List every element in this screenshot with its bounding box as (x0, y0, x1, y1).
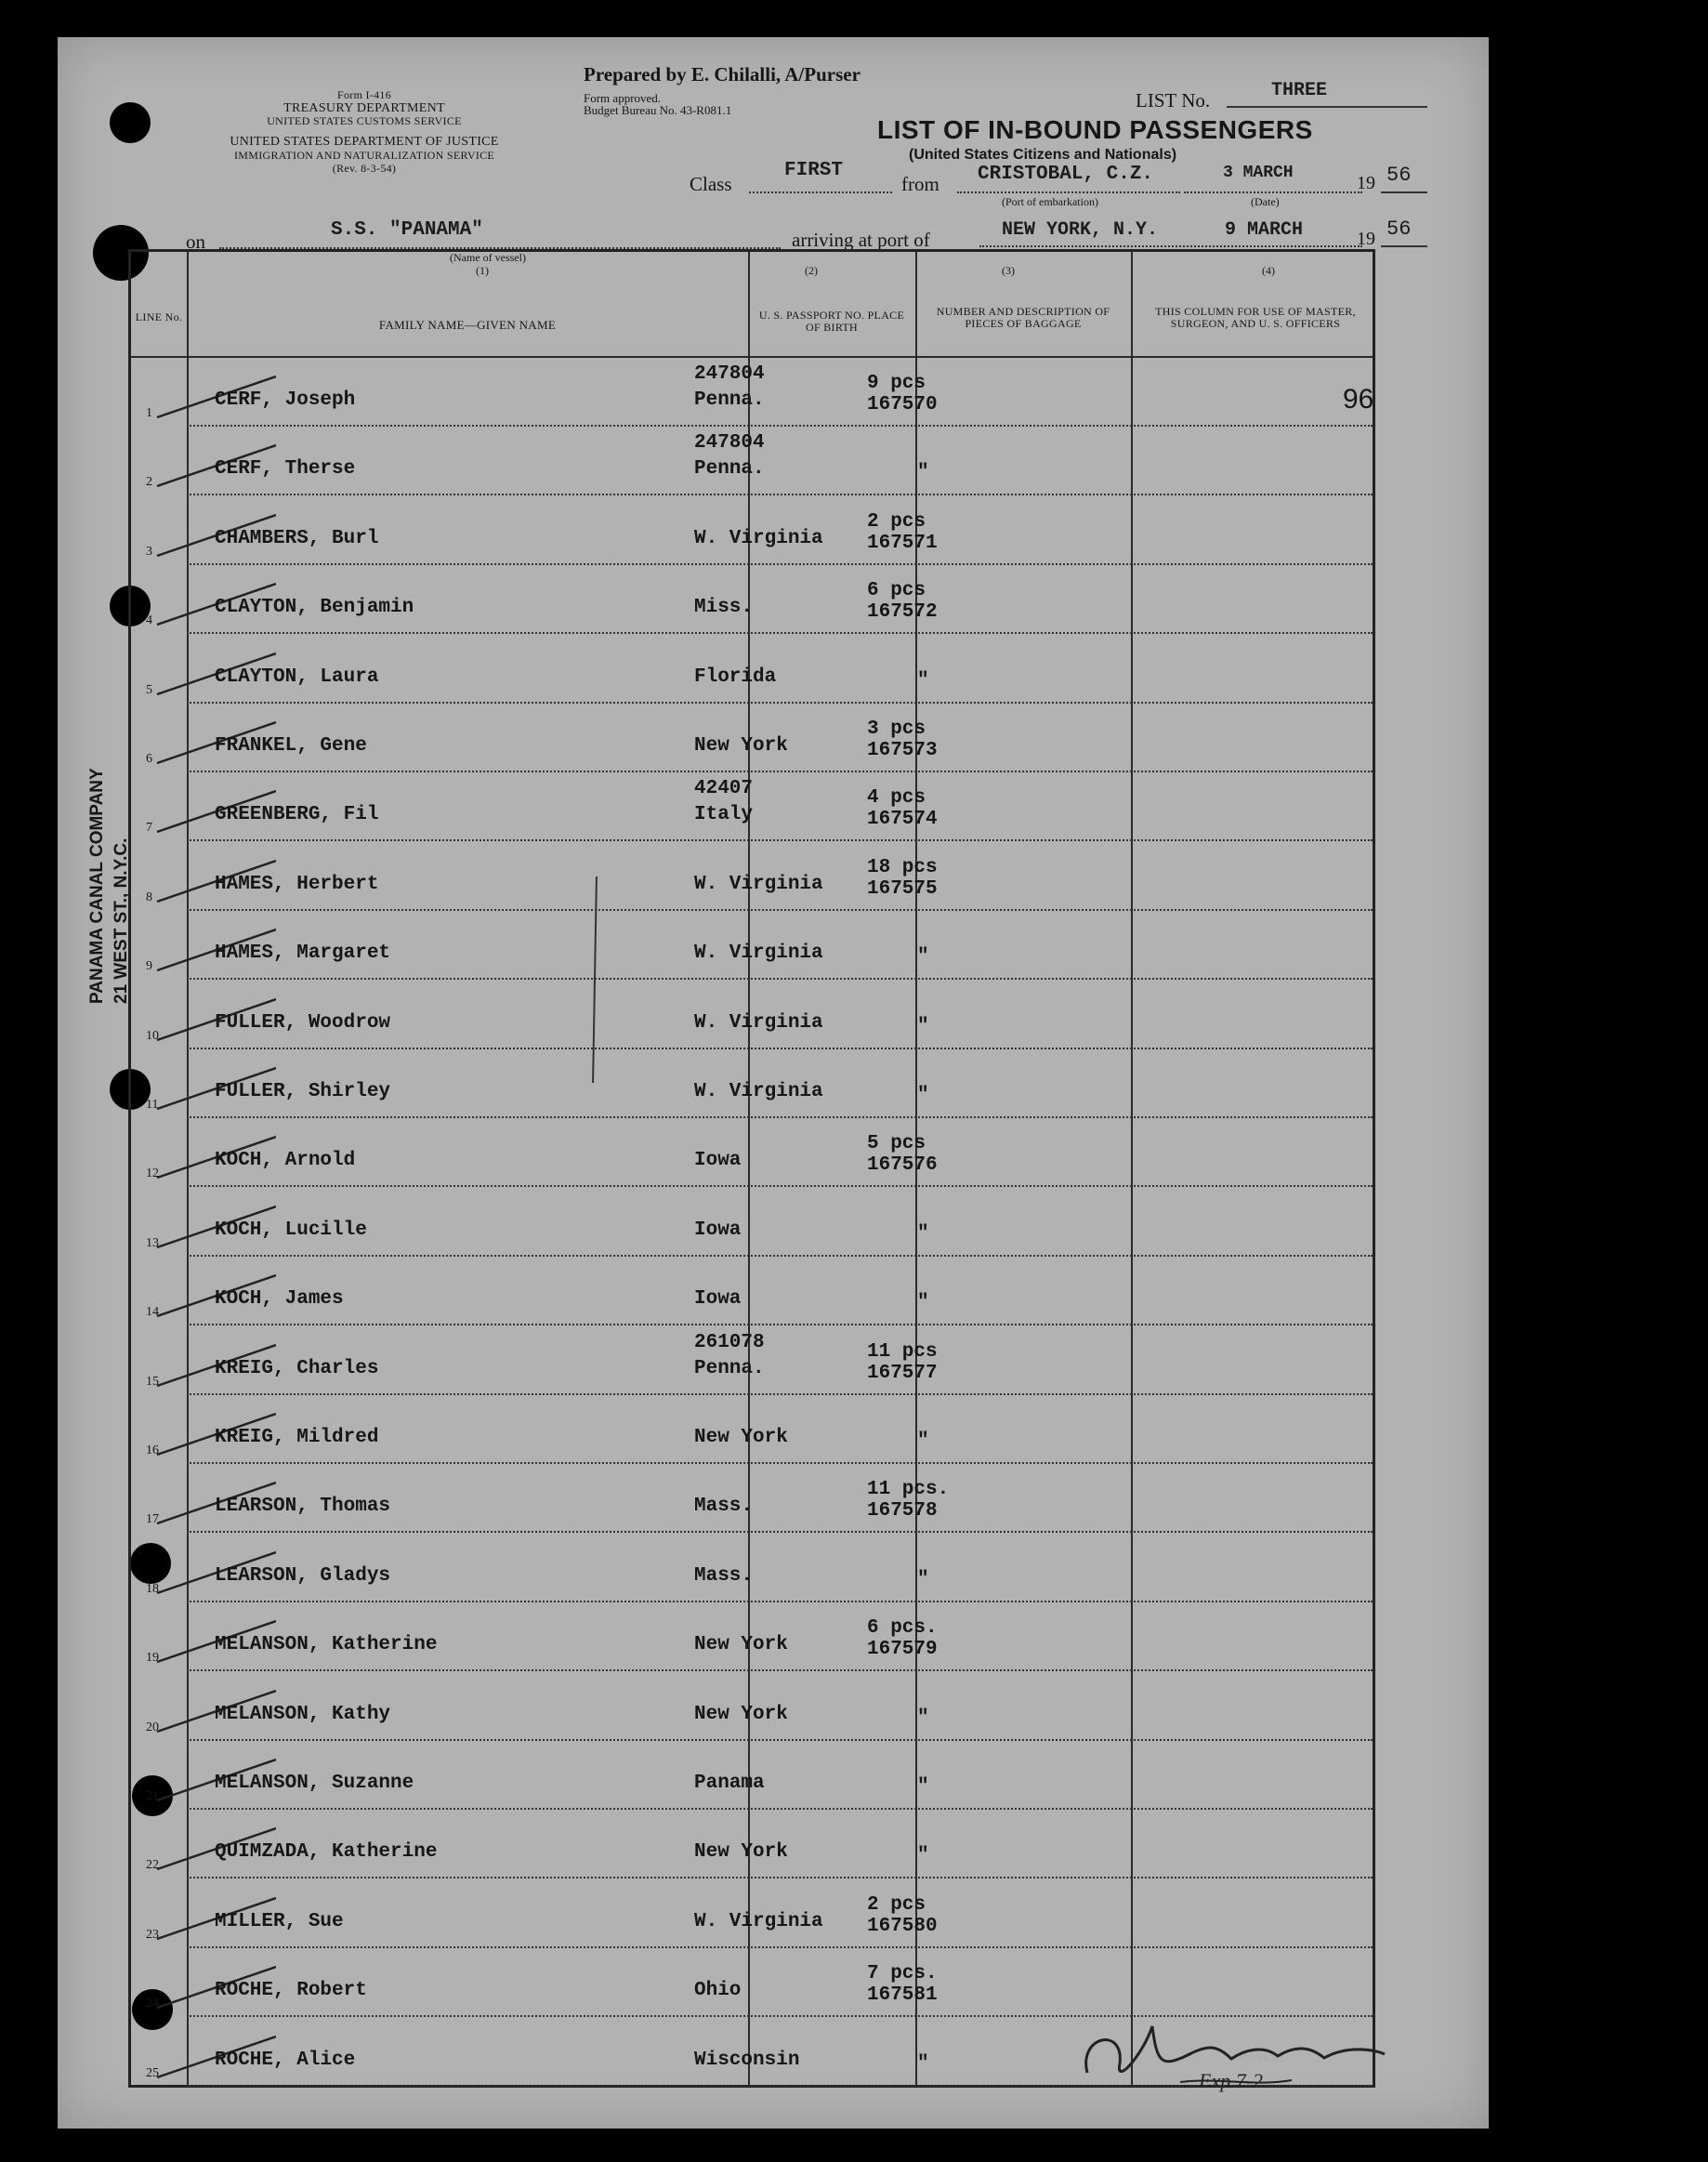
passenger-name: MELANSON, Katherine (215, 1634, 438, 1656)
customs-service: UNITED STATES CUSTOMS SERVICE (267, 114, 462, 127)
place-of-birth: Iowa (694, 1150, 742, 1172)
place-of-birth: Mass. (694, 1496, 754, 1518)
baggage-count: 2 pcs (867, 1893, 926, 1916)
baggage-count: " (917, 1776, 929, 1798)
form-number: Form I-416 (337, 88, 391, 101)
table-row (131, 981, 1373, 1049)
baggage-count: " (917, 1707, 929, 1729)
passport-number: 261078 (694, 1331, 765, 1353)
col-ref-1: (1) (476, 264, 489, 277)
baggage-count: " (917, 2052, 929, 2075)
passenger-name: FULLER, Shirley (215, 1081, 391, 1102)
officer-note: 96 (1343, 384, 1374, 415)
baggage-description (867, 995, 929, 1037)
baggage-check-number: 167581 (867, 1984, 938, 2007)
table-row (131, 1879, 1373, 1948)
line-number: 9 (146, 959, 152, 974)
baggage-count: " (917, 1845, 929, 1867)
place-of-birth: W. Virginia (694, 1910, 823, 1932)
place-of-birth: Florida (694, 666, 777, 688)
col-ref-2: (2) (805, 264, 818, 277)
line-number: 12 (146, 1167, 159, 1181)
line-number: 6 (146, 752, 152, 766)
place-of-birth: Penna. (694, 458, 765, 481)
baggage-check-number: 167579 (867, 1639, 938, 1661)
baggage-count: " (917, 1430, 929, 1452)
arrival-date: 9 MARCH (1225, 219, 1304, 241)
table-row (131, 565, 1373, 634)
port-caption: (Port of embarkation) (1002, 195, 1098, 208)
baggage-count: " (917, 1292, 929, 1314)
table-row (131, 772, 1373, 841)
passenger-name: CLAYTON, Benjamin (215, 597, 414, 619)
place-of-birth: New York (694, 1427, 788, 1448)
list-no-label: LIST No. (1136, 89, 1211, 112)
baggage-description (867, 1825, 929, 1866)
line-number: 15 (146, 1374, 159, 1389)
baggage-check-number: 167570 (867, 394, 938, 415)
passenger-name: ROCHE, Robert (215, 1980, 367, 2002)
col-officers: THIS COLUMN FOR USE OF MASTER, SURGEON, AND U. S. OFFICERS (1155, 305, 1356, 330)
table-row (131, 496, 1373, 565)
passenger-name: QUIMZADA, Katherine (215, 1841, 438, 1864)
table-row (131, 1257, 1373, 1325)
arrival-year-prefix: 19 (1357, 229, 1375, 249)
embarkation-port: CRISTOBAL, C.Z. (978, 164, 1154, 185)
form-subtitle: (United States Citizens and Nationals) (909, 147, 1177, 163)
place-of-birth: Iowa (694, 1288, 742, 1311)
baggage-count: 11 pcs. (867, 1479, 950, 1501)
place-of-birth: W. Virginia (694, 527, 823, 549)
passenger-name: ROCHE, Alice (215, 2049, 356, 2071)
baggage-description (867, 926, 929, 968)
treasury-dept: TREASURY DEPARTMENT (283, 101, 445, 115)
passenger-name: KOCH, James (215, 1288, 344, 1311)
baggage-description (867, 1894, 938, 1937)
passenger-name: CERF, Therse (215, 458, 356, 481)
line-number: 13 (146, 1235, 159, 1250)
place-of-birth: Panama (694, 1773, 765, 1794)
line-number: 8 (146, 890, 152, 904)
baggage-description (867, 1341, 938, 1384)
line-number: 7 (146, 821, 152, 836)
baggage-description (867, 373, 938, 415)
vessel-name: S.S. "PANAMA" (331, 219, 483, 241)
date-caption: (Date) (1251, 195, 1280, 208)
stamp-line-2: 21 WEST ST., N.Y.C. (112, 837, 131, 1004)
baggage-check-number: 167577 (867, 1362, 938, 1384)
table-row (131, 1326, 1373, 1395)
year-prefix: 19 (1357, 173, 1375, 193)
baggage-check-number: 167578 (867, 1500, 938, 1523)
on-label: on (186, 231, 205, 253)
line-number: 11 (146, 1098, 159, 1112)
baggage-description (867, 442, 929, 483)
line-number: 4 (146, 613, 152, 628)
col-passport: U. S. PASSPORT NO. PLACE OF BIRTH (758, 309, 905, 334)
baggage-check-number: 167573 (867, 740, 938, 761)
baggage-description (867, 650, 929, 692)
passenger-name: MELANSON, Kathy (215, 1703, 391, 1725)
departure-year: 56 (1386, 164, 1412, 187)
baggage-description (867, 1272, 929, 1313)
baggage-count: 7 pcs. (867, 1963, 938, 1985)
signature-text: Abramore (1236, 2050, 1285, 2063)
baggage-description (867, 511, 938, 554)
baggage-count: 4 pcs (867, 787, 926, 810)
table-row (131, 911, 1373, 980)
form-title: LIST OF IN-BOUND PASSENGERS (877, 115, 1313, 144)
from-label: from (901, 173, 939, 195)
passenger-name: LEARSON, Gladys (215, 1564, 391, 1587)
line-number: 5 (146, 682, 152, 697)
baggage-description (867, 1756, 929, 1798)
place-of-birth: Penna. (694, 1357, 765, 1379)
form-approved: Form approved. (584, 91, 662, 105)
baggage-count: " (917, 1015, 929, 1037)
table-row (131, 1534, 1373, 1602)
arrival-port: NEW YORK, N.Y. (1002, 219, 1159, 241)
line-number: 17 (146, 1512, 159, 1527)
baggage-description (867, 857, 938, 900)
line-number: 14 (146, 1305, 159, 1320)
col-baggage: NUMBER AND DESCRIPTION OF PIECES OF BAGGAGE (936, 305, 1110, 330)
table-row (131, 358, 1373, 427)
place-of-birth: New York (694, 1841, 788, 1864)
place-of-birth: New York (694, 735, 788, 757)
table-row (131, 704, 1373, 772)
baggage-count: 6 pcs. (867, 1617, 938, 1640)
table-row (131, 1049, 1373, 1118)
passenger-name: GREENBERG, Fil (215, 804, 379, 826)
place-of-birth: Wisconsin (694, 2049, 800, 2071)
passport-number: 42407 (694, 778, 754, 800)
place-of-birth: Iowa (694, 1219, 742, 1241)
vessel-caption: (Name of vessel) (450, 251, 526, 264)
passenger-name: HAMES, Herbert (215, 873, 379, 895)
line-number: 18 (146, 1581, 159, 1596)
col-line-no: LINE No. (135, 310, 183, 323)
place-of-birth: W. Virginia (694, 943, 823, 965)
place-of-birth: Miss. (694, 597, 754, 619)
baggage-count: 9 pcs (867, 373, 926, 394)
line-number: 10 (146, 1028, 159, 1043)
passenger-name: CERF, Joseph (215, 389, 356, 411)
passport-number: 247804 (694, 432, 765, 455)
line-number: 16 (146, 1444, 159, 1457)
baggage-count: 2 pcs (867, 510, 926, 533)
baggage-count: 18 pcs (867, 856, 938, 878)
baggage-description (867, 1064, 929, 1106)
line-number: 19 (146, 1651, 159, 1666)
baggage-description (867, 1479, 949, 1522)
place-of-birth: W. Virginia (694, 1081, 823, 1102)
baggage-count: " (917, 1222, 929, 1245)
justice-dept: UNITED STATES DEPARTMENT OF JUSTICE (230, 135, 499, 149)
place-of-birth: W. Virginia (694, 873, 823, 895)
passenger-name: FULLER, Woodrow (215, 1011, 391, 1034)
baggage-description (867, 1963, 938, 2006)
place-of-birth: W. Virginia (694, 1011, 823, 1034)
baggage-count: " (917, 669, 929, 692)
table-row (131, 1741, 1373, 1810)
table-row (131, 1464, 1373, 1533)
signature-date: Exp 7-2 (1199, 2069, 1264, 2092)
line-number: 22 (146, 1858, 159, 1873)
baggage-check-number: 167572 (867, 601, 938, 624)
passenger-name: HAMES, Margaret (215, 943, 391, 965)
baggage-description (867, 1549, 929, 1590)
line-number: 20 (146, 1720, 159, 1734)
company-stamp (85, 768, 134, 1004)
place-of-birth: New York (694, 1703, 788, 1725)
baggage-description (867, 1133, 938, 1176)
passenger-table (128, 249, 1375, 2088)
baggage-description (867, 1203, 929, 1245)
arriving-label: arriving at port of (792, 229, 930, 251)
baggage-count: " (917, 946, 929, 969)
table-row (131, 842, 1373, 911)
col-ref-4: (4) (1262, 264, 1275, 277)
baggage-check-number: 167580 (867, 1915, 938, 1937)
baggage-description (867, 1410, 929, 1452)
baggage-count: 6 pcs (867, 580, 926, 602)
arrival-year: 56 (1386, 218, 1412, 241)
place-of-birth: Ohio (694, 1980, 742, 2002)
table-row (131, 1672, 1373, 1741)
col-name: FAMILY NAME—GIVEN NAME (378, 318, 557, 332)
baggage-count: 5 pcs (867, 1133, 926, 1155)
binder-hole (110, 102, 151, 143)
line-number: 24 (146, 1997, 159, 2011)
form-revision: (Rev. 8-3-54) (332, 162, 397, 175)
baggage-count: " (917, 462, 929, 484)
departure-date: 3 MARCH (1223, 164, 1294, 182)
baggage-description (867, 2033, 929, 2075)
line-number: 3 (146, 544, 152, 559)
baggage-check-number: 167574 (867, 809, 938, 831)
table-row (131, 1602, 1373, 1671)
passenger-name: CHAMBERS, Burl (215, 527, 379, 549)
baggage-count: 11 pcs (867, 1340, 938, 1363)
passenger-name: CLAYTON, Laura (215, 666, 379, 688)
table-row (131, 635, 1373, 704)
table-row (131, 427, 1373, 495)
baggage-count: " (917, 1085, 929, 1106)
baggage-check-number: 167575 (867, 877, 938, 900)
passenger-name: KOCH, Arnold (215, 1150, 356, 1172)
baggage-description (867, 1687, 929, 1729)
baggage-check-number: 167576 (867, 1154, 938, 1177)
place-of-birth: Mass. (694, 1564, 754, 1587)
passenger-name: KREIG, Mildred (215, 1427, 379, 1448)
baggage-count: 3 pcs (867, 718, 926, 740)
budget-bureau: Budget Bureau No. 43-R081.1 (584, 103, 732, 117)
class-label: Class (690, 173, 732, 195)
place-of-birth: New York (694, 1634, 788, 1656)
baggage-description (867, 787, 938, 830)
place-of-birth: Italy (694, 804, 754, 826)
prepared-by: Prepared by E. Chilalli, A/Purser (584, 63, 861, 86)
passenger-name: MELANSON, Suzanne (215, 1773, 414, 1794)
passport-number: 247804 (694, 363, 765, 385)
ins-service: IMMIGRATION AND NATURALIZATION SERVICE (233, 149, 495, 162)
table-row (131, 1118, 1373, 1187)
line-number: 21 (146, 1789, 159, 1803)
baggage-description (867, 580, 938, 623)
line-number: 2 (146, 475, 152, 490)
passenger-name: KREIG, Charles (215, 1357, 379, 1379)
passenger-name: KOCH, Lucille (215, 1219, 367, 1241)
line-number: 23 (146, 1927, 159, 1942)
baggage-description (867, 718, 938, 761)
col-ref-3: (3) (1002, 264, 1015, 277)
baggage-check-number: 167571 (867, 532, 938, 554)
class-value: FIRST (784, 160, 844, 181)
passenger-name: LEARSON, Thomas (215, 1496, 391, 1518)
stamp-line-1: PANAMA CANAL COMPANY (87, 768, 107, 1004)
line-number: 1 (146, 406, 152, 420)
list-no-value: THREE (1271, 80, 1328, 101)
passenger-name: FRANKEL, Gene (215, 735, 367, 757)
table-row (131, 1188, 1373, 1257)
table-row (131, 1395, 1373, 1464)
place-of-birth: Penna. (694, 389, 765, 411)
table-row (131, 1810, 1373, 1879)
baggage-description (867, 1617, 938, 1660)
passenger-name: MILLER, Sue (215, 1910, 344, 1932)
line-number: 25 (146, 2065, 159, 2080)
baggage-count: " (917, 1568, 929, 1590)
